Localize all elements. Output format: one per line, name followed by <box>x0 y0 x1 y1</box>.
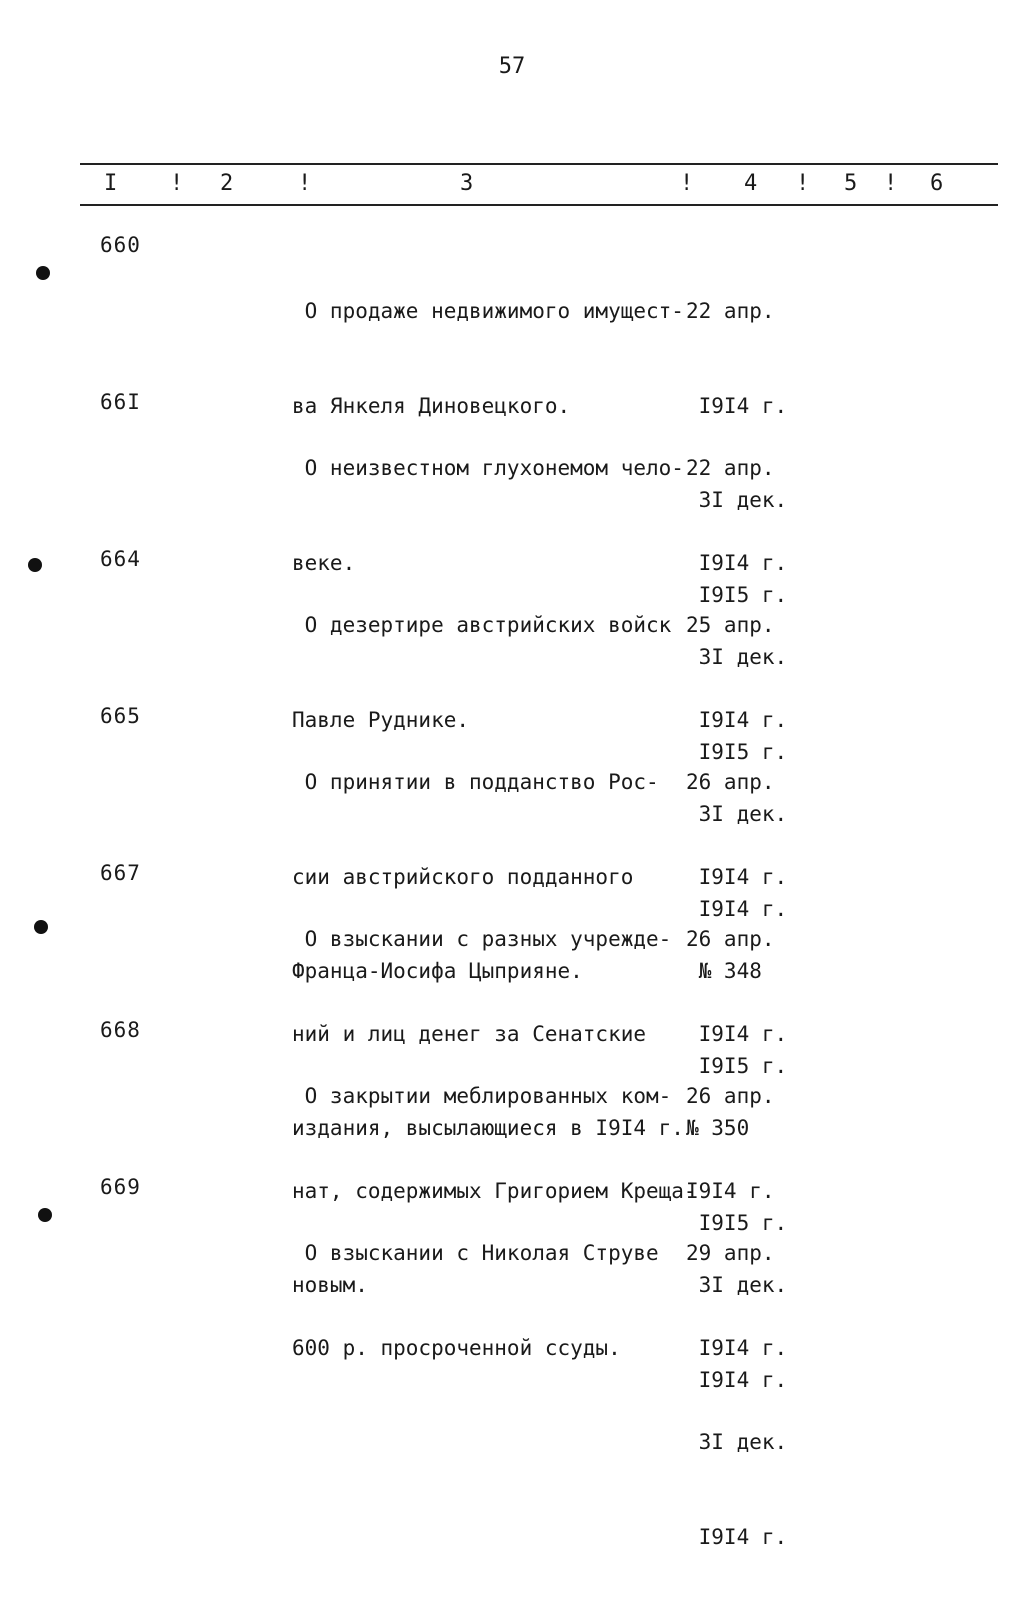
date-line: 3I дек. <box>686 1273 788 1297</box>
date-line: № 348 <box>686 959 762 983</box>
title-line: сии австрийского подданного <box>292 864 634 889</box>
title-line: новым. <box>292 1273 368 1297</box>
date-line: 3I дек. <box>686 488 788 512</box>
title-line: Франца-Иосифа Цыприяне. <box>292 959 583 983</box>
entry-669 <box>0 1175 1024 1549</box>
binder-hole-mark <box>28 558 42 572</box>
table-top-rule <box>80 163 998 165</box>
title-line: О взыскании с разных учрежде- <box>292 927 672 951</box>
entry-number: 667 <box>100 861 141 885</box>
date-line: I9I4 г. <box>686 1021 788 1046</box>
binder-hole-mark <box>36 266 50 280</box>
date-line: I9I5 г. <box>686 1053 788 1078</box>
date-line: 29 апр. <box>686 1241 775 1265</box>
header-col-5: 5 <box>844 171 858 196</box>
date-line: I9I4 г. <box>686 707 788 732</box>
title-line: О закрытии меблированных ком- <box>292 1084 672 1108</box>
binder-hole-mark <box>38 1208 52 1222</box>
title-line: 600 р. просроченной ссуды. <box>292 1335 621 1360</box>
title-line: ний и лиц денег за Сенатские <box>292 1021 647 1046</box>
header-separator-4: ! <box>796 171 810 196</box>
date-line: I9I4 г. <box>686 1524 788 1549</box>
entry-number: 669 <box>100 1175 141 1199</box>
entry-number: 66I <box>100 390 141 414</box>
date-line: I9I4 г. <box>686 1367 788 1392</box>
header-separator-2: ! <box>298 171 312 196</box>
entry-number: 660 <box>100 233 141 257</box>
table-header-rule <box>80 204 998 206</box>
date-line: 3I дек. <box>686 1430 788 1454</box>
date-line: № 350 <box>686 1116 750 1140</box>
title-line: О неизвестном глухонемом чело- <box>292 456 684 480</box>
title-line: О взыскании с Николая Струве <box>292 1241 659 1265</box>
header-col-4: 4 <box>744 171 758 196</box>
header-col-3: 3 <box>460 171 474 196</box>
header-separator-1: ! <box>170 171 184 196</box>
title-line: веке. <box>292 550 356 575</box>
binder-hole-mark <box>34 920 48 934</box>
date-line: I9I4 г. <box>686 1335 788 1360</box>
header-col-6: 6 <box>930 171 944 196</box>
date-line: I9I4 г. <box>686 550 788 575</box>
date-line: I9I4 г. <box>686 1178 775 1203</box>
date-line: I9I4 г. <box>686 896 788 921</box>
header-separator-5: ! <box>884 171 898 196</box>
date-line: 26 апр. <box>686 927 775 951</box>
title-line: нат, содержимых Григорием Креща- <box>292 1178 697 1203</box>
entry-dates <box>686 1175 787 1616</box>
date-line: 22 апр. <box>686 299 775 323</box>
title-line: ва Янкеля Диновецкого. <box>292 393 571 418</box>
page-number: 57 <box>498 54 526 79</box>
title-line: издания, высылающиеся в I9I4 г. <box>292 1116 684 1140</box>
entry-number: 665 <box>100 704 141 728</box>
date-line: I9I4 г. <box>686 393 788 418</box>
title-line: О принятии в подданство Рос- <box>292 770 659 794</box>
title-line: О дезертире австрийских войск <box>292 613 672 637</box>
title-line: Павле Руднике. <box>292 707 470 732</box>
header-col-1: I <box>104 171 118 196</box>
date-line: 22 апр. <box>686 456 775 480</box>
entry-title <box>292 1175 659 1427</box>
date-line: 26 апр. <box>686 770 775 794</box>
date-line: I9I4 г. <box>686 864 788 889</box>
date-line: I9I5 г. <box>686 582 788 607</box>
date-line: 3I дек. <box>686 802 788 826</box>
header-col-2: 2 <box>220 171 234 196</box>
entry-number: 668 <box>100 1018 141 1042</box>
date-line: 26 апр. <box>686 1084 775 1108</box>
title-line: О продаже недвижимого имущест- <box>292 299 684 323</box>
date-line: I9I5 г. <box>686 739 788 764</box>
date-line: 25 апр. <box>686 613 775 637</box>
date-line: 3I дек. <box>686 645 788 669</box>
date-line: I9I5 г. <box>686 1210 788 1235</box>
header-separator-3: ! <box>680 171 694 196</box>
entry-number: 664 <box>100 547 141 571</box>
